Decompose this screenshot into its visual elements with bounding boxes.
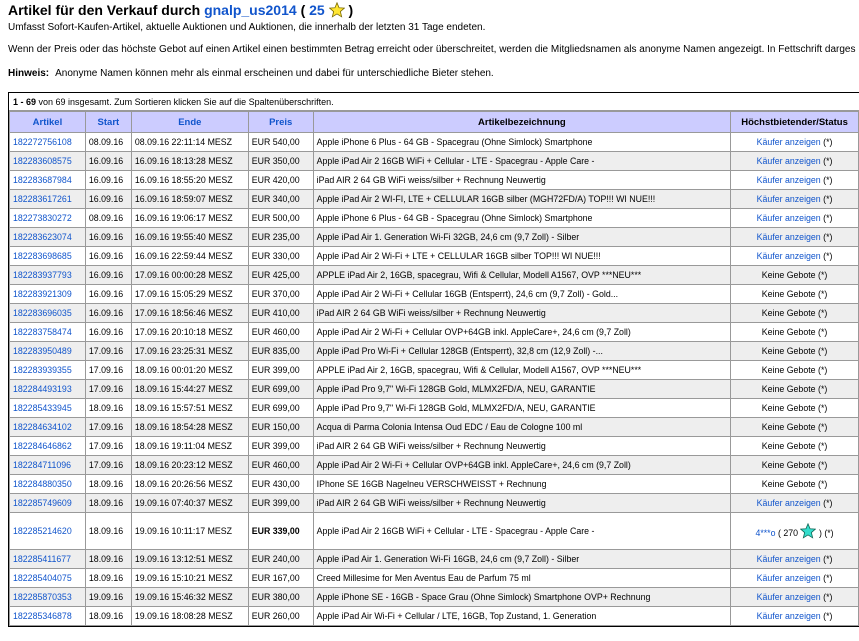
price: EUR 430,00 [248, 475, 313, 494]
caption-range: 1 - 69 [13, 97, 37, 107]
end-datetime: 18.09.16 00:01:20 MESZ [131, 361, 248, 380]
status-note: (*) [823, 611, 833, 621]
item-id-link[interactable]: 182273830272 [10, 209, 86, 228]
show-buyer-link[interactable]: Käufer anzeigen [756, 175, 821, 185]
start-date: 16.09.16 [85, 171, 131, 190]
status-note: (*) [823, 194, 833, 204]
hint-body: Anonyme Namen können mehr als einmal erscheinen und dabei für unterschiedliche Bieter stehen. [55, 68, 494, 79]
status-cell [731, 588, 859, 607]
show-buyer-link[interactable]: Käufer anzeigen [756, 194, 821, 204]
status-note: (*) [823, 498, 833, 508]
table-row [10, 361, 859, 380]
page-title [8, 2, 353, 18]
item-title: Apple iPad Air Wi-Fi + Cellular / LTE, 16GB, Top Zustand, 1. Generation [313, 607, 730, 626]
price: EUR 167,00 [248, 569, 313, 588]
start-date: 18.09.16 [85, 569, 131, 588]
item-title: iPad AIR 2 64 GB WiFi weiss/silber + Rechnung Neuwertig [313, 304, 730, 323]
status-text: Keine Gebote [761, 441, 816, 451]
item-title: Apple iPad Pro 9,7" Wi-Fi 128GB Gold, MLMX2FD/A, NEU, GARANTIE [313, 399, 730, 418]
status-cell [731, 285, 859, 304]
start-date: 17.09.16 [85, 361, 131, 380]
table-body [10, 133, 859, 626]
item-id-link[interactable]: 182283687984 [10, 171, 86, 190]
status-cell [731, 209, 859, 228]
start-date: 17.09.16 [85, 342, 131, 361]
col-ende[interactable] [131, 112, 248, 133]
status-cell [731, 190, 859, 209]
end-datetime: 16.09.16 19:06:17 MESZ [131, 209, 248, 228]
item-id-link[interactable]: 182284646862 [10, 437, 86, 456]
status-cell [731, 266, 859, 285]
table-row [10, 133, 859, 152]
price: EUR 240,00 [248, 550, 313, 569]
status-note: (*) [823, 592, 833, 602]
seller-link[interactable]: gnalp_us2014 [204, 2, 297, 18]
price: EUR 410,00 [248, 304, 313, 323]
turquoise-star-icon [800, 523, 816, 539]
end-datetime: 19.09.16 07:40:37 MESZ [131, 494, 248, 513]
status-note: (*) [818, 403, 828, 413]
price: EUR 399,00 [248, 361, 313, 380]
hint-label: Hinweis: [8, 68, 50, 79]
status-note: (*) [818, 460, 828, 470]
end-datetime: 19.09.16 15:10:21 MESZ [131, 569, 248, 588]
table-row [10, 399, 859, 418]
item-id-link[interactable]: 182285433945 [10, 399, 86, 418]
price: EUR 460,00 [248, 323, 313, 342]
bidder-name-link[interactable]: 4***o [755, 528, 776, 538]
item-id-link[interactable]: 182283696035 [10, 304, 86, 323]
price: EUR 150,00 [248, 418, 313, 437]
end-datetime: 17.09.16 18:56:46 MESZ [131, 304, 248, 323]
status-note: (*) [823, 573, 833, 583]
price: EUR 460,00 [248, 456, 313, 475]
table-row [10, 342, 859, 361]
show-buyer-link[interactable]: Käufer anzeigen [756, 573, 821, 583]
bidder-rating: 270 [783, 528, 799, 538]
start-date: 18.09.16 [85, 513, 131, 550]
seller-rating-link[interactable]: 25 [309, 2, 325, 18]
status-cell [731, 456, 859, 475]
end-datetime: 08.09.16 22:11:14 MESZ [131, 133, 248, 152]
item-id-link[interactable]: 182284493193 [10, 380, 86, 399]
status-note: (*) [818, 346, 828, 356]
end-datetime: 19.09.16 15:46:32 MESZ [131, 588, 248, 607]
status-text: Keine Gebote [761, 346, 816, 356]
table-row [10, 418, 859, 437]
item-id-link[interactable]: 182283939355 [10, 361, 86, 380]
start-date: 08.09.16 [85, 209, 131, 228]
item-title: iPad AIR 2 64 GB WiFi weiss/silber + Rechnung Neuwertig [313, 437, 730, 456]
bidder-rating-paren-close: ) [818, 528, 822, 538]
hint-text [8, 68, 494, 79]
status-cell [731, 475, 859, 494]
item-title: Apple iPad Air 2 WI-FI, LTE + CELLULAR 16GB silber (MGH72FD/A) TOP!!! WI NUE!!! [313, 190, 730, 209]
price: EUR 330,00 [248, 247, 313, 266]
info-text: Wenn der Preis oder das höchste Gebot auf einen Artikel einen bestimmten Betrag erreicht oder überschreitet, werden die Mitgliedsnamen als anonyme Namen angezeigt. In Fettschrift darges [8, 44, 856, 55]
show-buyer-link[interactable]: Käufer anzeigen [756, 137, 821, 147]
item-id-link[interactable]: 182284711096 [10, 456, 86, 475]
end-datetime: 17.09.16 00:00:28 MESZ [131, 266, 248, 285]
price: EUR 370,00 [248, 285, 313, 304]
item-title: Apple iPad Air 1. Generation Wi-Fi 16GB, 24,6 cm (9,7 Zoll) - Silber [313, 550, 730, 569]
status-note: (*) [818, 270, 828, 280]
status-note: (*) [823, 554, 833, 564]
price: EUR 425,00 [248, 266, 313, 285]
start-date: 16.09.16 [85, 247, 131, 266]
items-table-box [8, 92, 859, 627]
price: EUR 500,00 [248, 209, 313, 228]
start-date: 19.09.16 [85, 588, 131, 607]
status-note: (*) [818, 327, 828, 337]
col-artikel[interactable] [10, 112, 86, 133]
item-id-link[interactable]: 182284634102 [10, 418, 86, 437]
end-datetime: 17.09.16 15:05:29 MESZ [131, 285, 248, 304]
col-status: Höchstbietender/Status [731, 112, 859, 133]
start-date: 17.09.16 [85, 456, 131, 475]
caption-text: von 69 insgesamt. Zum Sortieren klicken Sie auf die Spaltenüberschriften. [38, 97, 334, 107]
table-row [10, 209, 859, 228]
items-table [9, 111, 859, 626]
table-row [10, 285, 859, 304]
yellow-star-icon [329, 2, 345, 18]
status-text: Keine Gebote [761, 384, 816, 394]
status-note: (*) [824, 528, 834, 538]
status-cell [731, 494, 859, 513]
price: EUR 399,00 [248, 494, 313, 513]
status-cell [731, 607, 859, 626]
end-datetime: 16.09.16 22:59:44 MESZ [131, 247, 248, 266]
table-row [10, 588, 859, 607]
status-cell [731, 323, 859, 342]
col-start[interactable] [85, 112, 131, 133]
start-date: 16.09.16 [85, 285, 131, 304]
col-artikelbezeichnung: Artikelbezeichnung [313, 112, 730, 133]
item-id-link[interactable]: 182283623074 [10, 228, 86, 247]
table-row [10, 152, 859, 171]
price: EUR 699,00 [248, 399, 313, 418]
item-title: IPhone SE 16GB Nagelneu VERSCHWEISST + Rechnung [313, 475, 730, 494]
status-note: (*) [818, 479, 828, 489]
price: EUR 380,00 [248, 588, 313, 607]
price: EUR 339,00 [248, 513, 313, 550]
item-id-link[interactable]: 182285870353 [10, 588, 86, 607]
price: EUR 350,00 [248, 152, 313, 171]
status-note: (*) [818, 422, 828, 432]
show-buyer-link[interactable]: Käufer anzeigen [756, 251, 821, 261]
end-datetime: 18.09.16 19:11:04 MESZ [131, 437, 248, 456]
show-buyer-link[interactable]: Käufer anzeigen [756, 213, 821, 223]
status-cell [731, 361, 859, 380]
table-header-row [10, 112, 859, 133]
item-title: Apple iPhone 6 Plus - 64 GB - Spacegrau (Ohne Simlock) Smartphone [313, 133, 730, 152]
item-id-link[interactable]: 182283758474 [10, 323, 86, 342]
end-datetime: 19.09.16 18:08:28 MESZ [131, 607, 248, 626]
status-note: (*) [823, 137, 833, 147]
status-cell [731, 418, 859, 437]
start-date: 08.09.16 [85, 133, 131, 152]
table-row [10, 456, 859, 475]
price: EUR 540,00 [248, 133, 313, 152]
status-note: (*) [823, 232, 833, 242]
item-id-link[interactable]: 182285214620 [10, 513, 86, 550]
end-datetime: 19.09.16 13:12:51 MESZ [131, 550, 248, 569]
status-text: Keine Gebote [761, 422, 816, 432]
item-id-link[interactable]: 182285346878 [10, 607, 86, 626]
item-title: Apple iPad Pro 9,7" Wi-Fi 128GB Gold, MLMX2FD/A, NEU, GARANTIE [313, 380, 730, 399]
status-note: (*) [823, 175, 833, 185]
show-buyer-link[interactable]: Käufer anzeigen [756, 611, 821, 621]
status-note: (*) [823, 213, 833, 223]
status-cell [731, 171, 859, 190]
item-id-link[interactable]: 182283937793 [10, 266, 86, 285]
price: EUR 835,00 [248, 342, 313, 361]
start-date: 17.09.16 [85, 437, 131, 456]
item-title: Apple iPad Pro Wi-Fi + Cellular 128GB (Entsperrt), 32,8 cm (12,9 Zoll) -... [313, 342, 730, 361]
status-cell [731, 152, 859, 171]
table-row [10, 228, 859, 247]
table-row [10, 304, 859, 323]
item-id-link[interactable]: 182285749609 [10, 494, 86, 513]
status-cell [731, 342, 859, 361]
table-row [10, 569, 859, 588]
status-text: Keine Gebote [761, 327, 816, 337]
end-datetime: 18.09.16 15:44:27 MESZ [131, 380, 248, 399]
start-date: 18.09.16 [85, 494, 131, 513]
end-datetime: 18.09.16 20:26:56 MESZ [131, 475, 248, 494]
item-title: Acqua di Parma Colonia Intensa Oud EDC / Eau de Cologne 100 ml [313, 418, 730, 437]
status-note: (*) [818, 365, 828, 375]
end-datetime: 16.09.16 18:13:28 MESZ [131, 152, 248, 171]
title-prefix: Artikel für den Verkauf durch [8, 2, 201, 18]
item-id-link[interactable]: 182283698685 [10, 247, 86, 266]
status-cell [731, 513, 859, 550]
item-title: Apple iPad Air 2 16GB WiFi + Cellular - LTE - Spacegrau - Apple Care - [313, 152, 730, 171]
end-datetime: 18.09.16 20:23:12 MESZ [131, 456, 248, 475]
show-buyer-link[interactable]: Käufer anzeigen [756, 232, 821, 242]
end-datetime: 18.09.16 18:54:28 MESZ [131, 418, 248, 437]
end-datetime: 17.09.16 23:25:31 MESZ [131, 342, 248, 361]
end-datetime: 19.09.16 10:11:17 MESZ [131, 513, 248, 550]
start-date: 18.09.16 [85, 475, 131, 494]
status-note: (*) [823, 156, 833, 166]
status-note: (*) [818, 441, 828, 451]
start-date: 16.09.16 [85, 323, 131, 342]
status-text: Keine Gebote [761, 289, 816, 299]
status-note: (*) [818, 384, 828, 394]
start-date: 16.09.16 [85, 228, 131, 247]
table-row [10, 475, 859, 494]
show-buyer-link[interactable]: Käufer anzeigen [756, 156, 821, 166]
item-title: APPLE iPad Air 2, 16GB, spacegrau, Wifi & Cellular, Modell A1567, OVP ***NEU*** [313, 266, 730, 285]
status-text: Keine Gebote [761, 403, 816, 413]
rating-open-paren: ( [300, 2, 306, 18]
start-date: 18.09.16 [85, 550, 131, 569]
price: EUR 260,00 [248, 607, 313, 626]
intro-text: Umfasst Sofort-Kaufen-Artikel, aktuelle Auktionen und Auktionen, die innerhalb der letzten 31 Tage endeten. [8, 22, 486, 33]
status-text: Keine Gebote [761, 270, 816, 280]
col-preis[interactable] [248, 112, 313, 133]
start-date: 16.09.16 [85, 304, 131, 323]
start-date: 16.09.16 [85, 266, 131, 285]
price: EUR 235,00 [248, 228, 313, 247]
status-cell [731, 399, 859, 418]
status-text: Keine Gebote [761, 365, 816, 375]
status-text: Keine Gebote [761, 460, 816, 470]
table-row [10, 550, 859, 569]
item-id-link[interactable]: 182283950489 [10, 342, 86, 361]
table-row [10, 171, 859, 190]
table-row [10, 513, 859, 550]
end-datetime: 16.09.16 18:59:07 MESZ [131, 190, 248, 209]
status-note: (*) [818, 289, 828, 299]
status-cell [731, 569, 859, 588]
start-date: 17.09.16 [85, 380, 131, 399]
item-title: Apple iPad Air 2 Wi-Fi + Cellular OVP+64GB inkl. AppleCare+, 24,6 cm (9,7 Zoll) [313, 323, 730, 342]
start-date: 16.09.16 [85, 152, 131, 171]
status-note: (*) [818, 308, 828, 318]
start-date: 18.09.16 [85, 399, 131, 418]
item-id-link[interactable]: 182283921309 [10, 285, 86, 304]
item-title: Creed Millesime for Men Aventus Eau de Parfum 75 ml [313, 569, 730, 588]
item-title: iPad AIR 2 64 GB WiFi weiss/silber + Rechnung Neuwertig [313, 494, 730, 513]
table-caption [9, 93, 859, 111]
item-title: Apple iPad Air 2 Wi-Fi + Cellular OVP+64GB inkl. AppleCare+, 24,6 cm (9,7 Zoll) [313, 456, 730, 475]
item-title: Apple iPad Air 1. Generation Wi-Fi 32GB, 24,6 cm (9,7 Zoll) - Silber [313, 228, 730, 247]
start-date: 17.09.16 [85, 418, 131, 437]
status-text: Keine Gebote [761, 479, 816, 489]
status-cell [731, 550, 859, 569]
item-title: Apple iPad Air 2 Wi-Fi + Cellular 16GB (Entsperrt), 24,6 cm (9,7 Zoll) - Gold... [313, 285, 730, 304]
price: EUR 399,00 [248, 437, 313, 456]
item-id-link[interactable]: 182283617261 [10, 190, 86, 209]
show-buyer-link[interactable]: Käufer anzeigen [756, 498, 821, 508]
table-row [10, 494, 859, 513]
price: EUR 340,00 [248, 190, 313, 209]
status-cell [731, 133, 859, 152]
status-note: (*) [823, 251, 833, 261]
start-date: 16.09.16 [85, 190, 131, 209]
item-id-link[interactable]: 182285411677 [10, 550, 86, 569]
table-row [10, 607, 859, 626]
sort-preis-link[interactable]: Preis [269, 116, 293, 128]
table-row [10, 247, 859, 266]
table-row [10, 323, 859, 342]
item-title: Apple iPad Air 2 16GB WiFi + Cellular - LTE - Spacegrau - Apple Care - [313, 513, 730, 550]
item-title: Apple iPad Air 2 Wi-Fi + LTE + CELLULAR 16GB silber TOP!!! WI NUE!!! [313, 247, 730, 266]
status-cell [731, 304, 859, 323]
item-id-link[interactable]: 182272756108 [10, 133, 86, 152]
status-cell [731, 380, 859, 399]
item-title: iPad AIR 2 64 GB WiFi weiss/silber + Rechnung Neuwertig [313, 171, 730, 190]
show-buyer-link[interactable]: Käufer anzeigen [756, 554, 821, 564]
item-title: APPLE iPad Air 2, 16GB, spacegrau, Wifi & Cellular, Modell A1567, OVP ***NEU*** [313, 361, 730, 380]
table-row [10, 437, 859, 456]
sort-ende-link[interactable]: Ende [178, 116, 202, 128]
item-id-link[interactable]: 182284880350 [10, 475, 86, 494]
table-row [10, 266, 859, 285]
status-cell [731, 437, 859, 456]
item-id-link[interactable]: 182285404075 [10, 569, 86, 588]
table-row [10, 380, 859, 399]
end-datetime: 18.09.16 15:57:51 MESZ [131, 399, 248, 418]
status-cell [731, 228, 859, 247]
bidder-rating-paren-open: ( [777, 528, 781, 538]
sort-start-link[interactable]: Start [97, 116, 120, 128]
start-date: 18.09.16 [85, 607, 131, 626]
show-buyer-link[interactable]: Käufer anzeigen [756, 592, 821, 602]
status-text: Keine Gebote [761, 308, 816, 318]
item-id-link[interactable]: 182283608575 [10, 152, 86, 171]
sort-artikel-link[interactable]: Artikel [32, 116, 63, 128]
status-cell [731, 247, 859, 266]
end-datetime: 17.09.16 20:10:18 MESZ [131, 323, 248, 342]
price: EUR 420,00 [248, 171, 313, 190]
end-datetime: 16.09.16 19:55:40 MESZ [131, 228, 248, 247]
item-title: Apple iPhone 6 Plus - 64 GB - Spacegrau (Ohne Simlock) Smartphone [313, 209, 730, 228]
table-row [10, 190, 859, 209]
rating-close-paren: ) [348, 2, 354, 18]
price: EUR 699,00 [248, 380, 313, 399]
item-title: Apple iPhone SE - 16GB - Space Grau (Ohne Simlock) Smartphone OVP+ Rechnung [313, 588, 730, 607]
end-datetime: 16.09.16 18:55:20 MESZ [131, 171, 248, 190]
